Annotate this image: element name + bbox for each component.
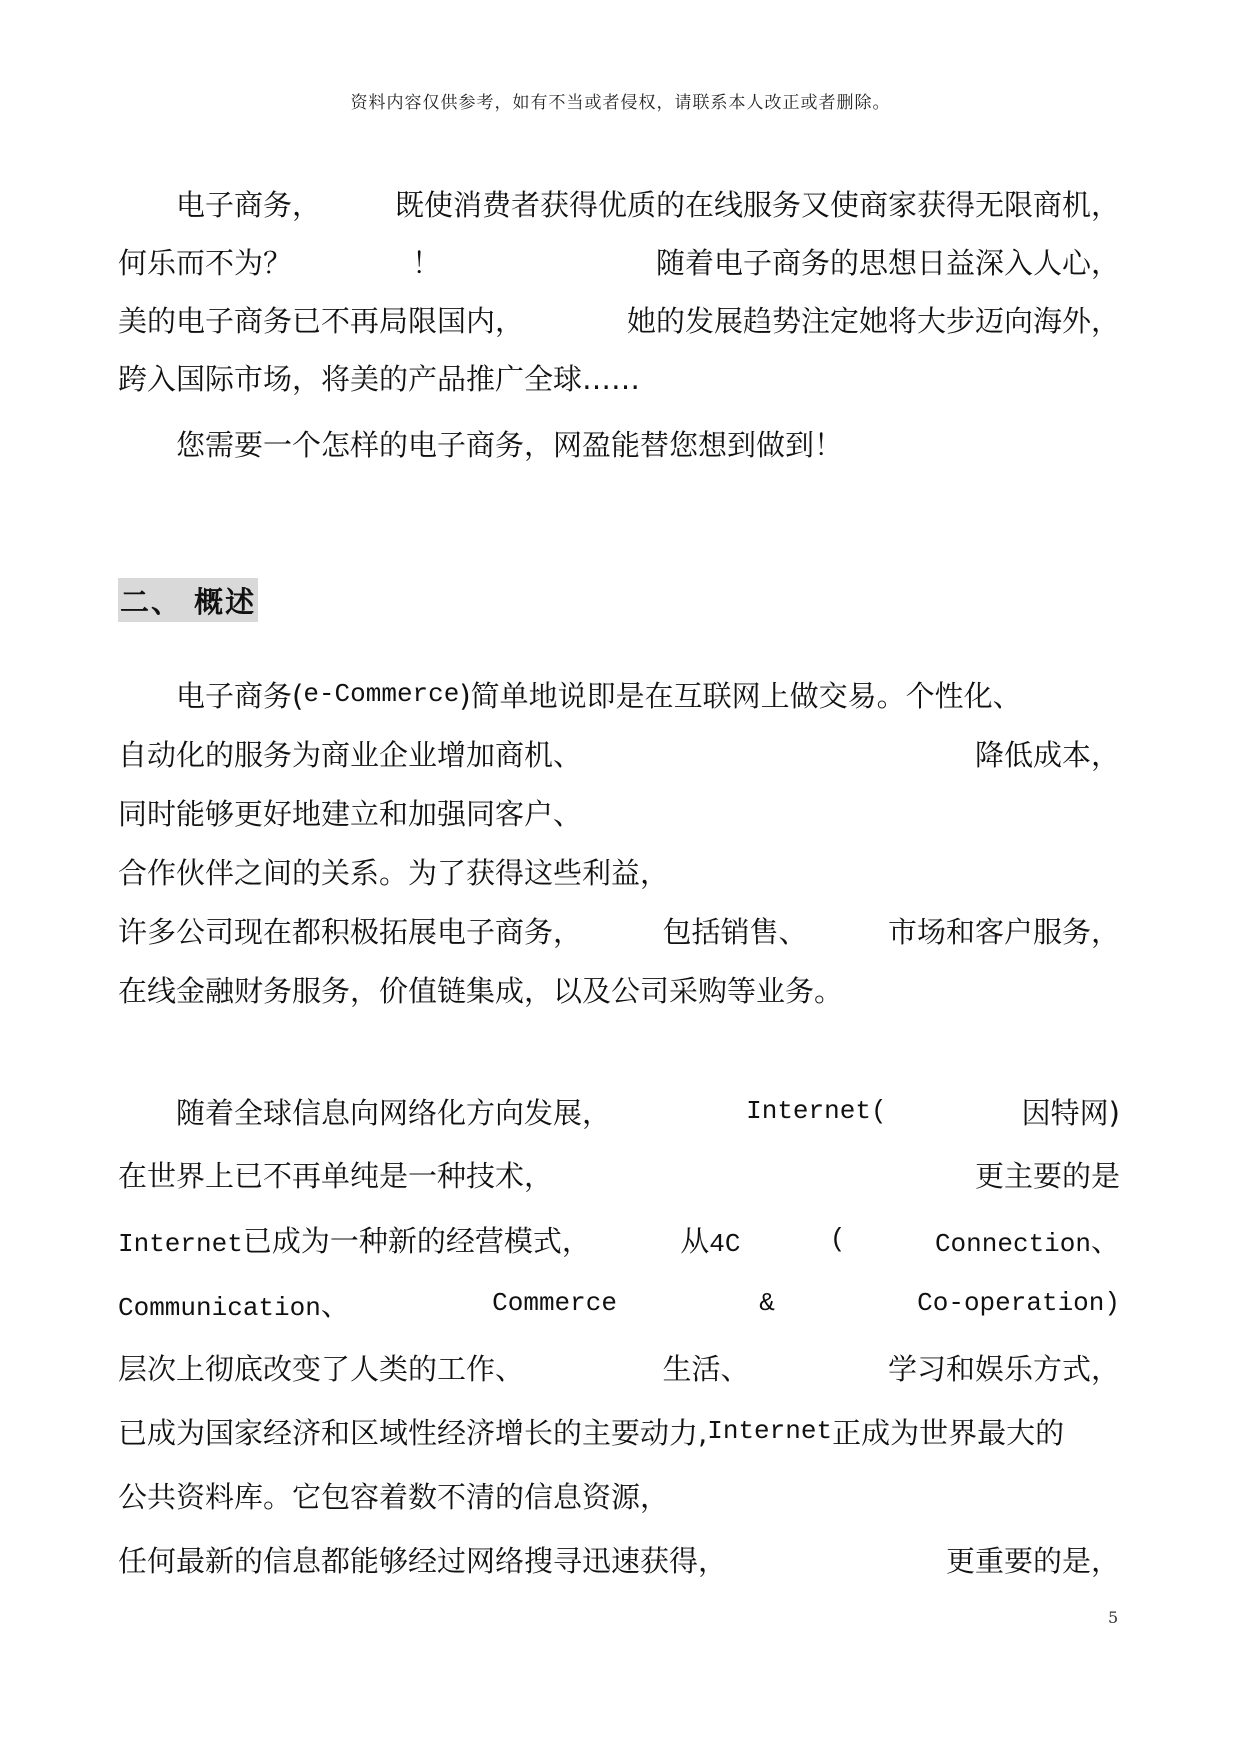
text-segment: 、 xyxy=(1090,1223,1120,1258)
text-segment: 她的发展趋势注定她将大步迈向海外， xyxy=(626,303,1120,338)
text-segment: 包括销售、 xyxy=(662,914,808,949)
text-segment: 降低成本， xyxy=(974,737,1120,772)
text-segment: 同时能够更好地建立和加强同客户、 xyxy=(118,796,583,831)
paragraph-3-line-5 xyxy=(118,907,1120,953)
paragraph-1-line-3 xyxy=(118,296,1120,342)
text-segment: Internet xyxy=(118,1228,243,1259)
text-segment: 在世界上已不再单纯是一种技术， xyxy=(118,1158,554,1193)
paragraph-1-line-4 xyxy=(118,354,1120,400)
paragraph-4-line-8 xyxy=(118,1536,1120,1582)
text-segment: 许多公司现在都积极拓展电子商务， xyxy=(118,914,583,949)
text-segment: 生活、 xyxy=(662,1351,750,1386)
text-segment: 市场和客户服务， xyxy=(887,914,1120,949)
text-segment: e-Commerce xyxy=(303,679,460,709)
text-segment: 合作伙伴之间的关系。为了获得这些利益， xyxy=(118,855,670,890)
text-segment: 电子商务( xyxy=(176,678,304,713)
paragraph-3-line-4 xyxy=(118,848,1120,894)
text-segment: Co-operation) xyxy=(917,1288,1120,1318)
text-segment: 已成为国家经济和区域性经济增长的主要动力, xyxy=(118,1415,708,1450)
text-segment: 既使消费者获得优质的在线服务又使商家获得无限商机， xyxy=(394,187,1120,222)
text-segment: 学习和娱乐方式， xyxy=(887,1351,1120,1386)
paragraph-3-line-2 xyxy=(118,730,1120,776)
paragraph-4-line-1 xyxy=(176,1088,1120,1134)
text-segment: 何乐而不为？ xyxy=(118,245,293,280)
text-segment: )简单地说即是在互联网上做交易。个性化、 xyxy=(459,678,1022,713)
paragraph-4-line-5 xyxy=(118,1344,1120,1390)
text-segment: Connection xyxy=(934,1228,1091,1259)
paragraph-4-line-4 xyxy=(118,1280,1120,1326)
paragraph-4-line-6 xyxy=(118,1408,1120,1454)
text-segment: 自动化的服务为商业企业增加商机、 xyxy=(118,737,583,772)
text-segment: 、 xyxy=(320,1287,350,1322)
text-segment: 美的电子商务已不再局限国内， xyxy=(118,303,525,338)
text-segment: 更重要的是， xyxy=(945,1543,1120,1578)
section-heading: 二、 概述 xyxy=(118,578,258,622)
text-segment: 任何最新的信息都能够经过网络搜寻迅速获得， xyxy=(118,1543,728,1578)
paragraph-3-line-6 xyxy=(118,966,1120,1012)
paragraph-2-line-1 xyxy=(176,420,1120,466)
text-segment: 4C xyxy=(709,1228,741,1259)
text-segment: 公共资料库。它包容着数不清的信息资源， xyxy=(118,1479,670,1514)
paragraph-4-line-7 xyxy=(118,1472,1120,1518)
paragraph-4-line-3 xyxy=(118,1216,1120,1262)
text-segment: 层次上彻底改变了人类的工作、 xyxy=(118,1351,525,1386)
text-segment: ！ xyxy=(412,245,442,280)
text-segment: ( xyxy=(829,1224,846,1254)
paragraph-1-line-1 xyxy=(176,180,1120,226)
page-header-disclaimer: 资料内容仅供参考，如有不当或者侵权，请联系本人改正或者删除。 xyxy=(350,93,891,113)
text-segment: Communication xyxy=(118,1292,321,1323)
paragraph-3-line-3 xyxy=(118,789,1120,835)
text-segment: 随着电子商务的思想日益深入人心， xyxy=(655,245,1120,280)
text-segment: & xyxy=(759,1288,775,1318)
paragraph-4-line-2 xyxy=(118,1151,1120,1197)
text-segment: 随着全球信息向网络化方向发展， xyxy=(176,1095,612,1130)
text-segment: 电子商务， xyxy=(176,187,322,222)
text-segment: 从 xyxy=(680,1223,710,1258)
text-segment: 在线金融财务服务，价值链集成，以及公司采购等业务。 xyxy=(118,973,844,1008)
text-segment: 更主要的是 xyxy=(974,1158,1120,1193)
page-number: 5 xyxy=(1108,1608,1119,1627)
text-segment: 您需要一个怎样的电子商务，网盈能替您想到做到！ xyxy=(176,427,844,462)
text-segment: 正成为世界最大的 xyxy=(832,1415,1065,1450)
text-segment: Internet xyxy=(707,1416,833,1446)
text-segment: 因特网) xyxy=(1021,1095,1120,1130)
paragraph-1-line-2 xyxy=(118,238,1120,284)
text-segment: Commerce xyxy=(492,1288,617,1318)
paragraph-3-line-1 xyxy=(176,671,1120,717)
text-segment: Internet( xyxy=(746,1096,887,1126)
text-segment: 跨入国际市场，将美的产品推广全球…… xyxy=(118,361,641,396)
text-segment: 已成为一种新的经营模式， xyxy=(242,1223,591,1258)
